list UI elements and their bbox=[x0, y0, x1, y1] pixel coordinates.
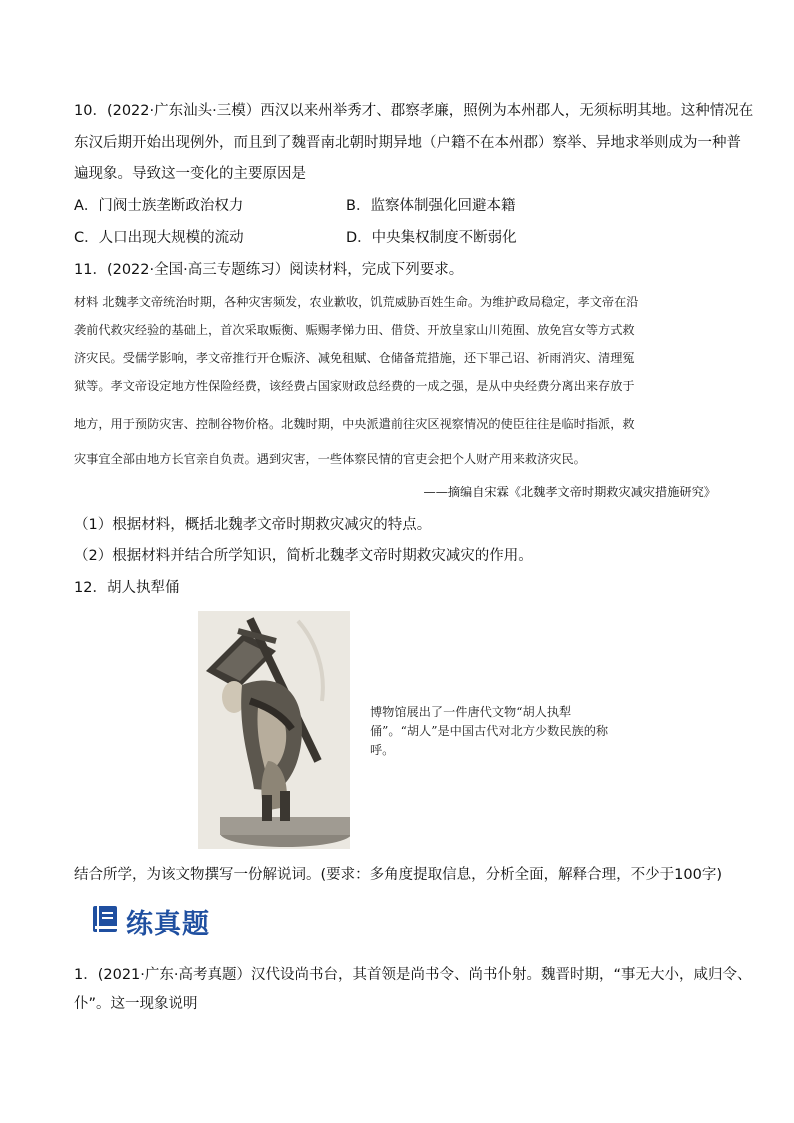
q10-stem-line-2: 东汉后期开始出现例外，而且到了魏晋南北朝时期异地（户籍不在本州郡）察举、异地求举则成为一种普 bbox=[74, 135, 741, 151]
q11-source: ——摘编自宋霖《北魏孝文帝时期救灾减灾措施研究》 bbox=[423, 485, 716, 499]
q12-task: 结合所学，为该文物撰写一份解说词。(要求：多角度提取信息，分析全面，解释合理，不少于100字) bbox=[74, 867, 722, 883]
q10-option-a: A．门阀士族垄断政治权力 bbox=[74, 198, 244, 214]
q11-material-line: 灾事宜全部由地方长官亲自负责。遇到灾害，一些体察民情的官吏会把个人财产用来救济灾民。 bbox=[74, 452, 586, 466]
q10-stem-line-3: 遍现象。导致这一变化的主要原因是 bbox=[74, 166, 306, 182]
q11-material-line: 袭前代救灾经验的基础上，首次采取赈衡、赈赐孝悌力田、借贷、开放皇家山川苑囿、放免宫女等方式救 bbox=[74, 323, 635, 337]
q10-option-c: C．人口出现大规模的流动 bbox=[74, 230, 244, 246]
q1-stem-line-1: 1．(2021·广东·高考真题）汉代设尚书台，其首领是尚书令、尚书仆射。魏晋时期，“事无大小，咸归令、 bbox=[74, 967, 752, 983]
q11-material-line: 材料 北魏孝文帝统治时期，各种灾害频发，农业歉收，饥荒威胁百姓生命。为维护政局稳定，孝文帝在沿 bbox=[74, 295, 639, 309]
q10-stem-line-1: 10．(2022·广东汕头·三模）西汉以来州举秀才、郡察孝廉，照例为本州郡人，无须标明其地。这种情况在 bbox=[74, 103, 754, 119]
section-title: 练真题 bbox=[126, 908, 210, 940]
q12-title: 12．胡人执犁俑 bbox=[74, 580, 180, 596]
section-heading bbox=[92, 904, 210, 938]
q11-material-line: 地方，用于预防灾害、控制谷物价格。北魏时期，中央派遣前往灾区视察情况的使臣往往是临时指派，救 bbox=[74, 417, 635, 431]
q10-option-d: D．中央集权制度不断弱化 bbox=[346, 230, 517, 246]
q1-stem-line-2: 仆”。这一现象说明 bbox=[74, 996, 198, 1012]
q11-sub-question-2: （2）根据材料并结合所学知识，简析北魏孝文帝时期救灾减灾的作用。 bbox=[74, 548, 533, 564]
q11-material-line: 狱等。孝文帝设定地方性保险经费，该经费占国家财政总经费的一成之强，是从中央经费分离出来存放于 bbox=[74, 379, 635, 393]
q11-sub-question-1: （1）根据材料，概括北魏孝文帝时期救灾减灾的特点。 bbox=[74, 517, 432, 533]
figurine-caption: 博物馆展出了一件唐代文物“胡人执犁俑”。“胡人”是中国古代对北方少数民族的称呼。 bbox=[370, 705, 609, 757]
q10-option-b: B．监察体制强化回避本籍 bbox=[346, 198, 516, 214]
q11-stem: 11．(2022·全国·高三专题练习）阅读材料，完成下列要求。 bbox=[74, 262, 464, 278]
figurine-photo bbox=[198, 611, 350, 849]
book-icon bbox=[92, 905, 118, 937]
q11-material-line: 济灾民。受儒学影响，孝文帝推行开仓赈济、减免租赋、仓储备荒措施，还下罪己诏、祈雨消灾、清理冤 bbox=[74, 351, 635, 365]
